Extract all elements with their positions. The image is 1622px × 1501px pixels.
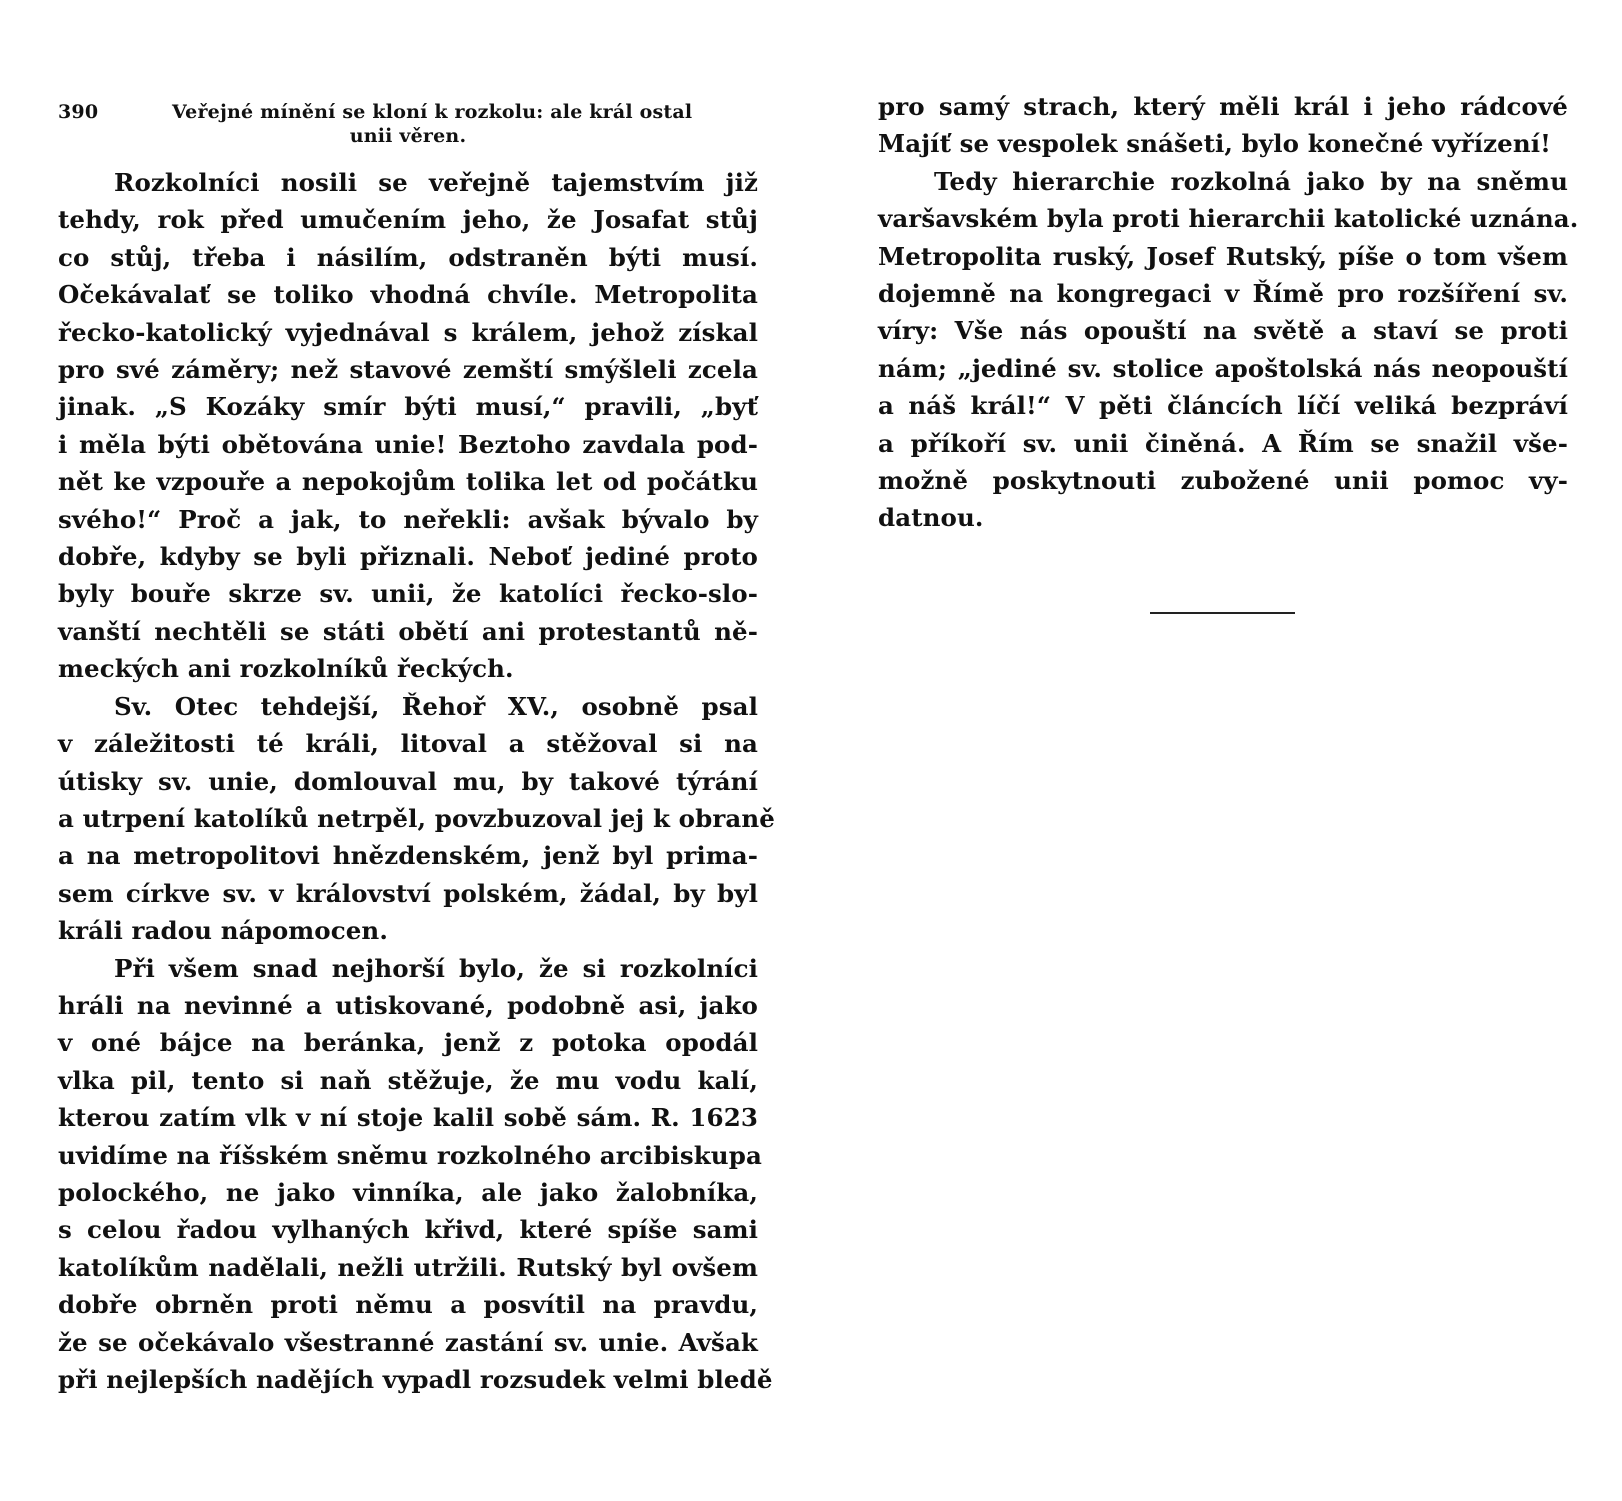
text-line: dojemně na kongregaci v Římě pro rozšíření sv. [878,279,1568,309]
text-line: řecko-katolický vyjednával s králem, jehož získal [58,317,758,347]
paragraph-3 [58,950,773,1399]
text-line: Tedy hierarchie rozkolná jako by na sněmu [934,166,1568,196]
text-line: a příkoří sv. unii činěná. A Řím se snažil vše- [878,428,1568,458]
page-number: 390 [58,101,99,123]
left-column [58,100,775,1398]
text-line: pro své záměry; než stavové zemští smýšleli zcela [58,355,758,385]
text-line: i měla býti obětována unie! Beztoho zavdala pod- [58,429,758,459]
paragraph-5 [878,163,1579,537]
running-head [58,100,758,148]
text-line: a utrpení katolíků netrpěl, povzbuzoval jej k obraně [58,803,775,833]
text-line: králi radou nápomocen. [58,916,388,946]
text-line: nám; „jediné sv. stolice apoštolská nás neopouští [878,353,1568,383]
text-line: a náš král!“ V pěti článcích líčí veliká bezpráví [878,391,1568,421]
text-line: Při všem snad nejhorší bylo, že si rozkolníci [114,953,758,983]
paragraph-1 [58,164,758,688]
text-line: Majíť se vespolek snášeti, bylo konečné vyřízení! [878,129,1552,159]
right-column [878,88,1579,537]
text-line: možně poskytnouti zubožené unii pomoc vy- [878,466,1568,496]
text-line: a na metropolitovi hnězdenském, jenž byl prima- [58,841,758,871]
running-head-title: Veřejné mínění se kloní k rozkolu: ale král ostal [171,101,693,123]
paragraph-2 [58,688,775,950]
text-line: jinak. „S Kozáky smír býti musí,“ pravili, „byť [58,392,758,422]
text-line: v oné bájce na beránka, jenž z potoka opodál [58,1028,758,1058]
text-line: Očekávalať se toliko vhodná chvíle. Metropolita [58,280,758,310]
text-line: dobře, kdyby se byli přiznali. Neboť jediné proto [58,542,758,572]
text-line: s celou řadou vylhaných křivd, které spíše sami [58,1215,758,1245]
text-line: meckých ani rozkolníků řeckých. [58,654,514,684]
section-end-rule [1150,612,1295,614]
text-line: tehdy, rok před umučením jeho, že Josafat stůj [58,205,758,235]
text-line: uvidíme na říšském sněmu rozkolného arcibiskupa [58,1140,762,1170]
text-line: hráli na nevinné a utiskované, podobně asi, jako [58,990,758,1020]
text-line: vanští nechtěli se státi obětí ani protestantů ně- [58,616,758,646]
text-line: při nejlepších nadějích vypadl rozsudek velmi bledě [58,1365,773,1394]
text-line: byly bouře skrze sv. unii, že katolíci řecko-slo- [58,579,758,609]
text-line: svého!“ Proč a jak, to neřekli: avšak bývalo by [58,504,758,534]
text-line: nět ke vzpouře a nepokojům tolika let od počátku [58,467,758,497]
running-head-line-1 [58,100,758,124]
paragraph-4 [878,88,1568,163]
text-line: datnou. [878,503,984,533]
text-line: vlka pil, tento si naň stěžuje, že mu vodu kalí, [58,1065,758,1095]
text-line: Rozkolníci nosili se veřejně tajemstvím již [114,168,758,197]
text-line: dobře obrněn proti němu a posvítil na pravdu, [58,1290,758,1320]
text-line: katolíkům nadělali, nežli utržili. Rutský byl ovšem [58,1252,758,1282]
text-line: varšavském byla proti hierarchii katolické uznána. [878,204,1579,234]
text-line: pro samý strach, který měli král i jeho rádcové [878,92,1568,121]
text-line: víry: Vše nás opouští na světě a staví se proti [878,316,1568,346]
text-line: útisky sv. unie, domlouval mu, by takové týrání [58,766,758,796]
text-line: kterou zatím vlk v ní stoje kalil sobě sám. R. 1623 [58,1103,758,1133]
running-head-line-2: unii věren. [349,125,467,147]
text-line: polockého, ne jako vinníka, ale jako žalobníka, [58,1177,758,1207]
text-line: Metropolita ruský, Josef Rutský, píše o tom všem [878,241,1568,271]
text-line: v záležitosti té králi, litoval a stěžoval si na [58,729,758,759]
text-line: sem církve sv. v království polském, žádal, by byl [58,878,758,908]
text-line: že se očekávalo všestranné zastání sv. unie. Avšak [58,1327,758,1357]
text-line: Sv. Otec tehdejší, Řehoř XV., osobně psal [114,691,758,721]
text-line: co stůj, třeba i násilím, odstraněn býti musí. [58,242,758,272]
